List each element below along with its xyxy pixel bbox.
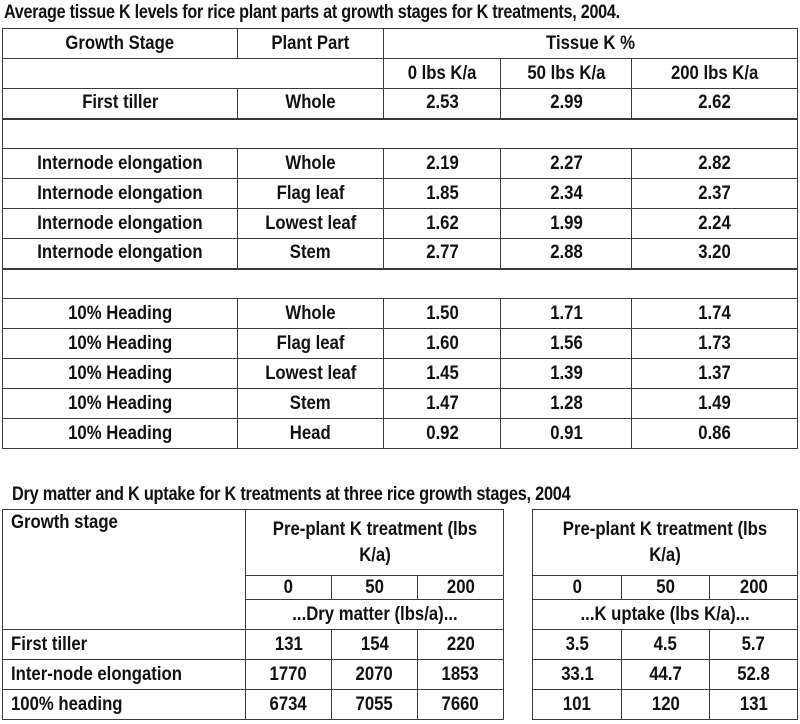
table2-title: Dry matter and K uptake for K treatments at three rice growth stages, 2004	[12, 484, 571, 505]
cell-value: 2.82	[632, 149, 798, 179]
cell-dry-matter: 7055	[332, 690, 418, 720]
cell-value: 2.27	[501, 149, 632, 179]
spacer-row	[3, 119, 798, 149]
cell-dry-matter: 2070	[332, 660, 418, 690]
cell-value: 2.19	[384, 149, 501, 179]
cell-stage: 10% Heading	[3, 419, 238, 449]
table-row	[3, 239, 798, 269]
cell-k-uptake: 44.7	[622, 660, 710, 690]
cell-value: 1.56	[501, 329, 632, 359]
subheader-row	[3, 59, 798, 89]
cell-dry-matter: 220	[418, 630, 504, 660]
cell-dry-matter: 1853	[418, 660, 504, 690]
cell-value: 2.37	[632, 179, 798, 209]
cell-k-uptake: 5.7	[710, 630, 798, 660]
cell-value: 1.37	[632, 359, 798, 389]
cell-part: Stem	[238, 239, 384, 269]
table-row	[3, 359, 798, 389]
cell-stage: 10% Heading	[3, 359, 238, 389]
header-rate-50: 50	[622, 576, 710, 600]
cell-value: 1.99	[501, 209, 632, 239]
cell-value: 1.50	[384, 299, 501, 329]
cell-dry-matter: 7660	[418, 690, 504, 720]
cell-value: 2.62	[632, 89, 798, 119]
cell-value: 3.20	[632, 239, 798, 269]
cell-value: 0.86	[632, 419, 798, 449]
cell-stage: Internode elongation	[3, 179, 238, 209]
cell-k-uptake: 131	[710, 690, 798, 720]
cell-part: Lowest leaf	[238, 209, 384, 239]
tissue-k-table	[2, 28, 798, 449]
cell-value: 2.99	[501, 89, 632, 119]
column-gap	[504, 510, 533, 720]
cell-k-uptake: 120	[622, 690, 710, 720]
cell-value: 1.74	[632, 299, 798, 329]
header-k-uptake-group: Pre-plant K treatment (lbs K/a)	[533, 510, 798, 576]
cell-stage: Internode elongation	[3, 149, 238, 179]
header-rate-0: 0	[533, 576, 622, 600]
cell-stage: 100% heading	[3, 690, 246, 720]
table-row	[3, 630, 798, 660]
cell-value: 1.28	[501, 389, 632, 419]
cell-stage: First tiller	[3, 89, 238, 119]
table-row	[3, 89, 798, 119]
table-row	[3, 690, 798, 720]
header-row	[3, 29, 798, 59]
cell-value: 1.62	[384, 209, 501, 239]
cell-stage: First tiller	[3, 630, 246, 660]
header-50-lbs: 50 lbs K/a	[501, 59, 632, 89]
cell-stage: Internode elongation	[3, 239, 238, 269]
cell-value: 1.85	[384, 179, 501, 209]
cell-value: 0.92	[384, 419, 501, 449]
cell-dry-matter: 131	[246, 630, 332, 660]
table-row	[3, 419, 798, 449]
table1-title: Average tissue K levels for rice plant parts at growth stages for K treatments, 2004.	[4, 2, 620, 23]
cell-part: Flag leaf	[238, 329, 384, 359]
spacer-row	[3, 269, 798, 299]
cell-value: 1.49	[632, 389, 798, 419]
table-row	[3, 209, 798, 239]
cell-part: Flag leaf	[238, 179, 384, 209]
cell-value: 2.77	[384, 239, 501, 269]
cell-dry-matter: 154	[332, 630, 418, 660]
spacer-cell	[3, 269, 798, 299]
cell-k-uptake: 52.8	[710, 660, 798, 690]
header-200-lbs: 200 lbs K/a	[632, 59, 798, 89]
cell-stage: 10% Heading	[3, 329, 238, 359]
spacer-cell	[3, 119, 798, 149]
table-row	[3, 299, 798, 329]
table-row	[3, 149, 798, 179]
cell-k-uptake: 3.5	[533, 630, 622, 660]
cell-k-uptake: 101	[533, 690, 622, 720]
header-dry-matter-group: Pre-plant K treatment (lbs K/a)	[246, 510, 504, 576]
cell-part: Stem	[238, 389, 384, 419]
dry-matter-k-uptake-table	[2, 509, 798, 720]
cell-dry-matter: 6734	[246, 690, 332, 720]
cell-part: Lowest leaf	[238, 359, 384, 389]
cell-part: Whole	[238, 149, 384, 179]
table-row	[3, 179, 798, 209]
table-row	[3, 329, 798, 359]
cell-part: Whole	[238, 299, 384, 329]
header-rate-200: 200	[418, 576, 504, 600]
cell-value: 2.53	[384, 89, 501, 119]
table-row	[3, 660, 798, 690]
cell-stage: Internode elongation	[3, 209, 238, 239]
header-plant-part: Plant Part	[238, 29, 384, 59]
cell-value: 1.47	[384, 389, 501, 419]
cell-stage: Inter-node elongation	[3, 660, 246, 690]
cell-value: 2.88	[501, 239, 632, 269]
header-rate-0: 0	[246, 576, 332, 600]
cell-value: 2.34	[501, 179, 632, 209]
cell-part: Whole	[238, 89, 384, 119]
cell-k-uptake: 33.1	[533, 660, 622, 690]
cell-value: 1.39	[501, 359, 632, 389]
header-growth-stage: Growth Stage	[3, 29, 238, 59]
cell-value: 0.91	[501, 419, 632, 449]
cell-part: Head	[238, 419, 384, 449]
header-rate-50: 50	[332, 576, 418, 600]
cell-value: 1.71	[501, 299, 632, 329]
header-0-lbs: 0 lbs K/a	[384, 59, 501, 89]
cell-value: 1.73	[632, 329, 798, 359]
table-row	[3, 389, 798, 419]
header-growth-stage: Growth stage	[3, 510, 246, 630]
cell-value: 2.24	[632, 209, 798, 239]
header-rate-200: 200	[710, 576, 798, 600]
dry-matter-unit-label: ...Dry matter (lbs/a)...	[246, 600, 504, 630]
cell-stage: 10% Heading	[3, 389, 238, 419]
cell-k-uptake: 4.5	[622, 630, 710, 660]
subheader-blank	[3, 59, 384, 89]
k-uptake-unit-label: ...K uptake (lbs K/a)...	[533, 600, 798, 630]
cell-value: 1.60	[384, 329, 501, 359]
cell-stage: 10% Heading	[3, 299, 238, 329]
cell-value: 1.45	[384, 359, 501, 389]
header-tissue-k: Tissue K %	[384, 29, 798, 59]
cell-dry-matter: 1770	[246, 660, 332, 690]
group-header-row	[3, 510, 798, 576]
